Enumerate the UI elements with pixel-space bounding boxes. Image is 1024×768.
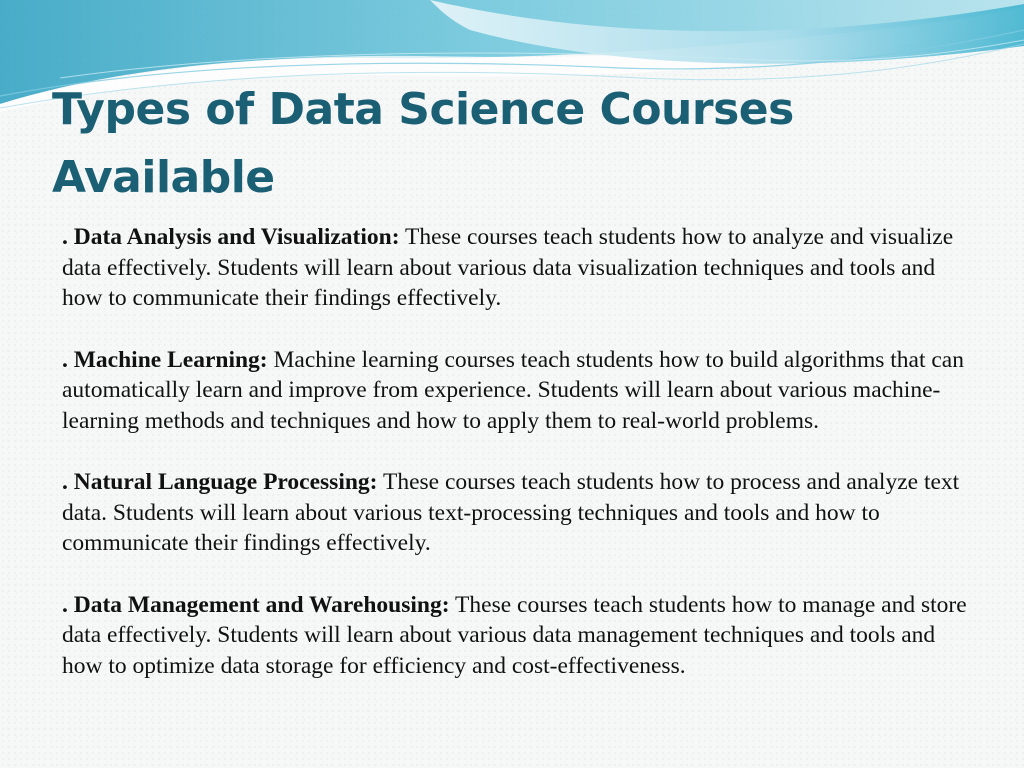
item-text: These courses teach students how to process and analyze text data. Students will learn about various text-processing techniques and tools and how to communicate their findings effectively. bbox=[62, 469, 960, 556]
item-heading: Machine Learning: bbox=[73, 346, 268, 373]
item-heading: Data Management and Warehousing: bbox=[73, 591, 450, 618]
bullet: . bbox=[62, 469, 68, 495]
list-item bbox=[62, 345, 967, 437]
bullet: . bbox=[62, 591, 68, 618]
list-item bbox=[62, 590, 967, 682]
item-heading: Data Analysis and Visualization: bbox=[73, 224, 400, 250]
item-text: These courses teach students how to manage and store data effectively. Students will learn about various data management techniques and tools and how to optimize data storage for efficiency and cost-effectiveness. bbox=[62, 591, 967, 679]
item-text: These courses teach students how to analyze and visualize data effectively. Students will learn about various data visualization techniques and tools and how to communicate their findings effectively. bbox=[62, 224, 954, 311]
item-heading: Natural Language Processing: bbox=[73, 469, 378, 495]
item-text: Machine learning courses teach students how to build algorithms that can automatically learn and improve from experience. Students will learn about various machine-learning methods and techniques and how to apply them to real-world problems. bbox=[62, 346, 964, 434]
course-list bbox=[62, 222, 967, 712]
slide-title: Types of Data Science Courses Available bbox=[52, 84, 794, 203]
bullet: . bbox=[62, 346, 68, 373]
list-item bbox=[62, 222, 967, 314]
bullet: . bbox=[62, 224, 68, 250]
list-item bbox=[62, 467, 967, 559]
